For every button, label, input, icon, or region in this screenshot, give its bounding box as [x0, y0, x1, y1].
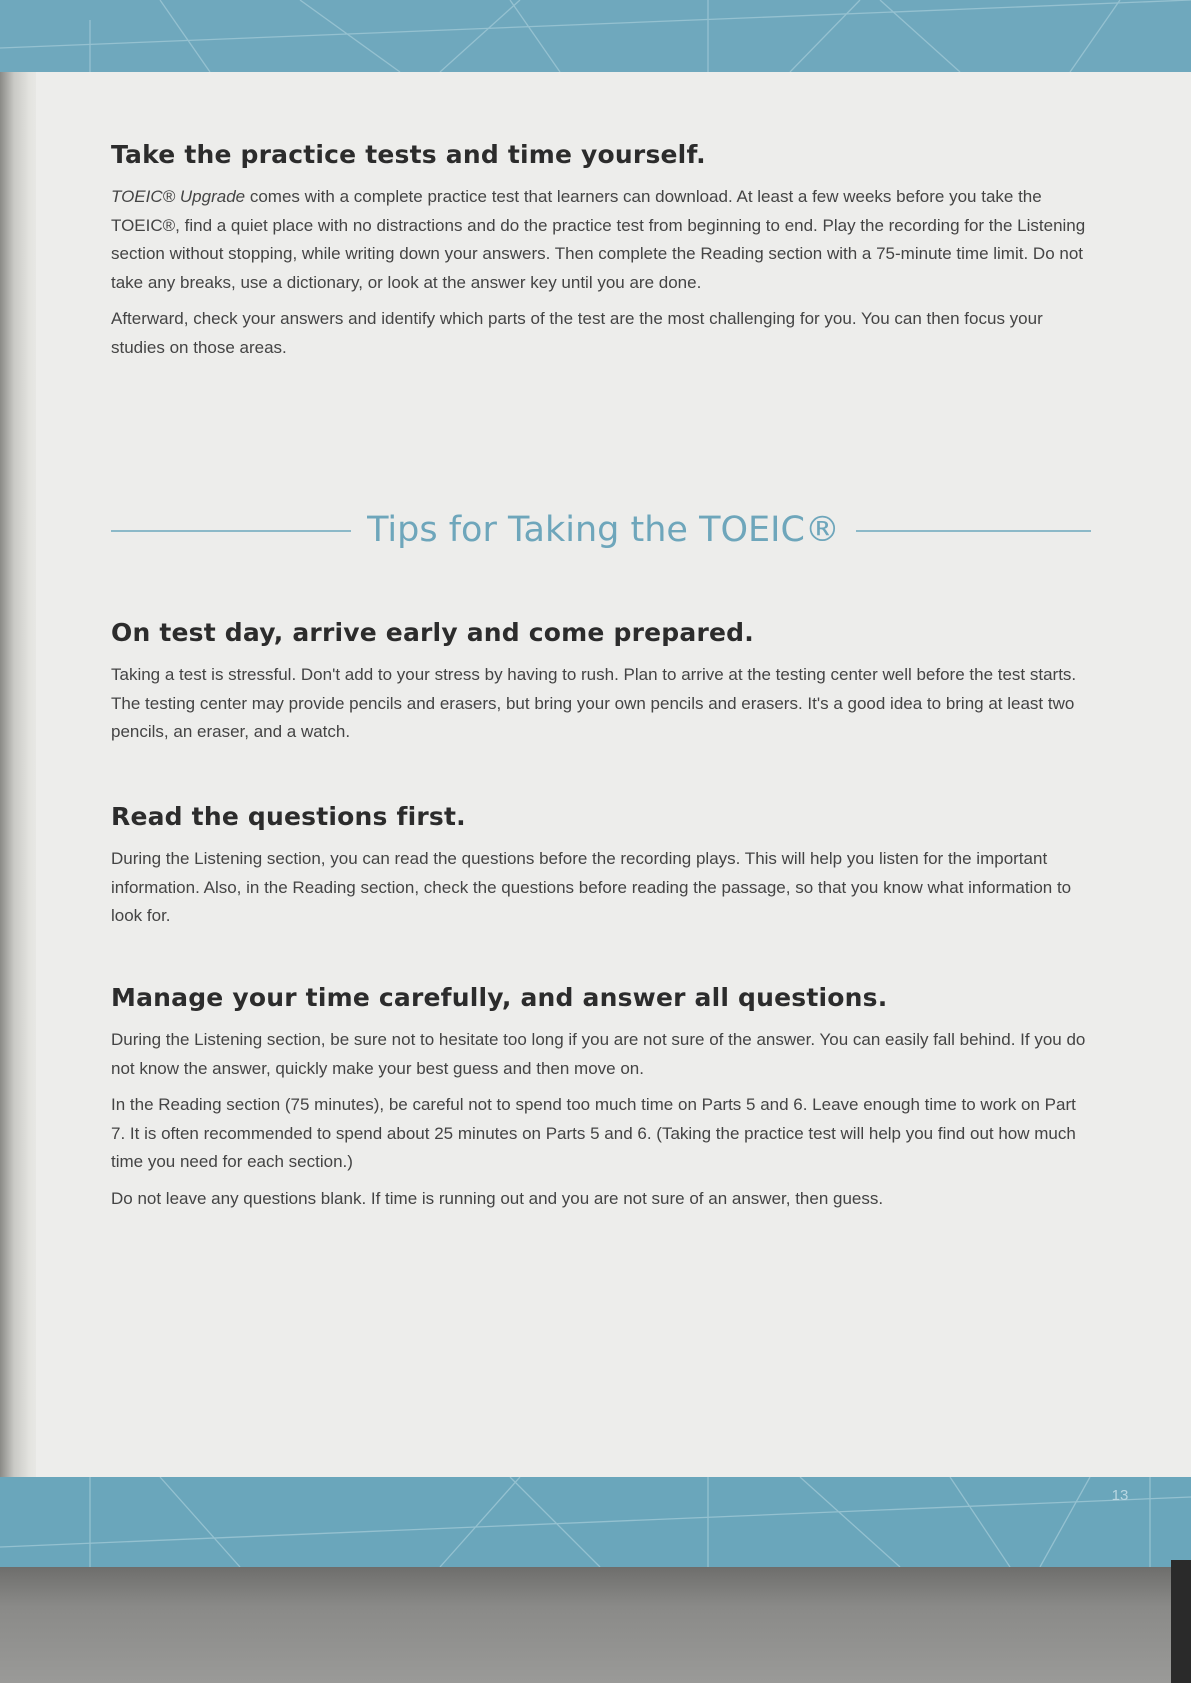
tip-heading: Read the questions first. [111, 802, 466, 831]
tips-title-row [111, 510, 1091, 562]
book-title: TOEIC® Upgrade [111, 187, 246, 206]
tip-arrive-early [111, 618, 1091, 747]
tip-paragraph: During the Listening section, you can read the questions before the recording plays. This will help you listen for the important information. Also, in the Reading section, check the questions before reading the passage, so that you know what information to look for. [111, 849, 1072, 926]
practice-paragraph-1 [111, 183, 1091, 297]
tip-read-questions [111, 802, 1091, 931]
tip-paragraph: In the Reading section (75 minutes), be careful not to spend too much time on Parts 5 and 6. Leave enough time to work on Part 7. It is often recommended to spend about 25 minutes on Parts 5 and 6. (Taking the practice test will help you find out how much time you need for each section.) [111, 1095, 1076, 1172]
scan-edge [1171, 1560, 1191, 1683]
tips-title: Tips for Taking the TOEIC® [367, 510, 840, 550]
practice-section [111, 140, 1091, 363]
tip-heading: On test day, arrive early and come prepared. [111, 618, 754, 647]
practice-paragraph-1-text: comes with a complete practice test that learners can download. At least a few weeks before you take the TOEIC®, find a quiet place with no distractions and do the practice test from beginning to end. Play the recording for the Listening section without stopping, while writing down your answers. Then complete the Reading section with a 75-minute time limit. Do not take any breaks, use a dictionary, or look at the answer key until you are done. [111, 187, 1086, 292]
top-decorative-band [0, 0, 1191, 72]
title-rule-right [856, 530, 1091, 532]
bottom-decorative-band [0, 1477, 1191, 1567]
top-band-pattern [0, 0, 1191, 72]
bottom-band-pattern [0, 1477, 1191, 1567]
scan-shadow [0, 1567, 1191, 1683]
practice-paragraph-2: Afterward, check your answers and identify which parts of the test are the most challenging for you. You can then focus your studies on those areas. [111, 309, 1043, 357]
tip-paragraph: Taking a test is stressful. Don't add to your stress by having to rush. Plan to arrive at the testing center well before the test starts. The testing center may provide pencils and erasers, but bring your own pencils and erasers. It's a good idea to bring at least two pencils, an eraser, and a watch. [111, 665, 1077, 742]
tip-paragraph: During the Listening section, be sure not to hesitate too long if you are not sure of the answer. You can easily fall behind. If you do not know the answer, quickly make your best guess and then move on. [111, 1030, 1086, 1078]
practice-heading: Take the practice tests and time yourself. [111, 140, 706, 169]
tip-manage-time [111, 983, 1091, 1214]
title-rule-left [111, 530, 351, 532]
page-number: 13 [1111, 1487, 1129, 1504]
tip-paragraph: Do not leave any questions blank. If time is running out and you are not sure of an answer, then guess. [111, 1188, 884, 1208]
tip-heading: Manage your time carefully, and answer all questions. [111, 983, 888, 1012]
